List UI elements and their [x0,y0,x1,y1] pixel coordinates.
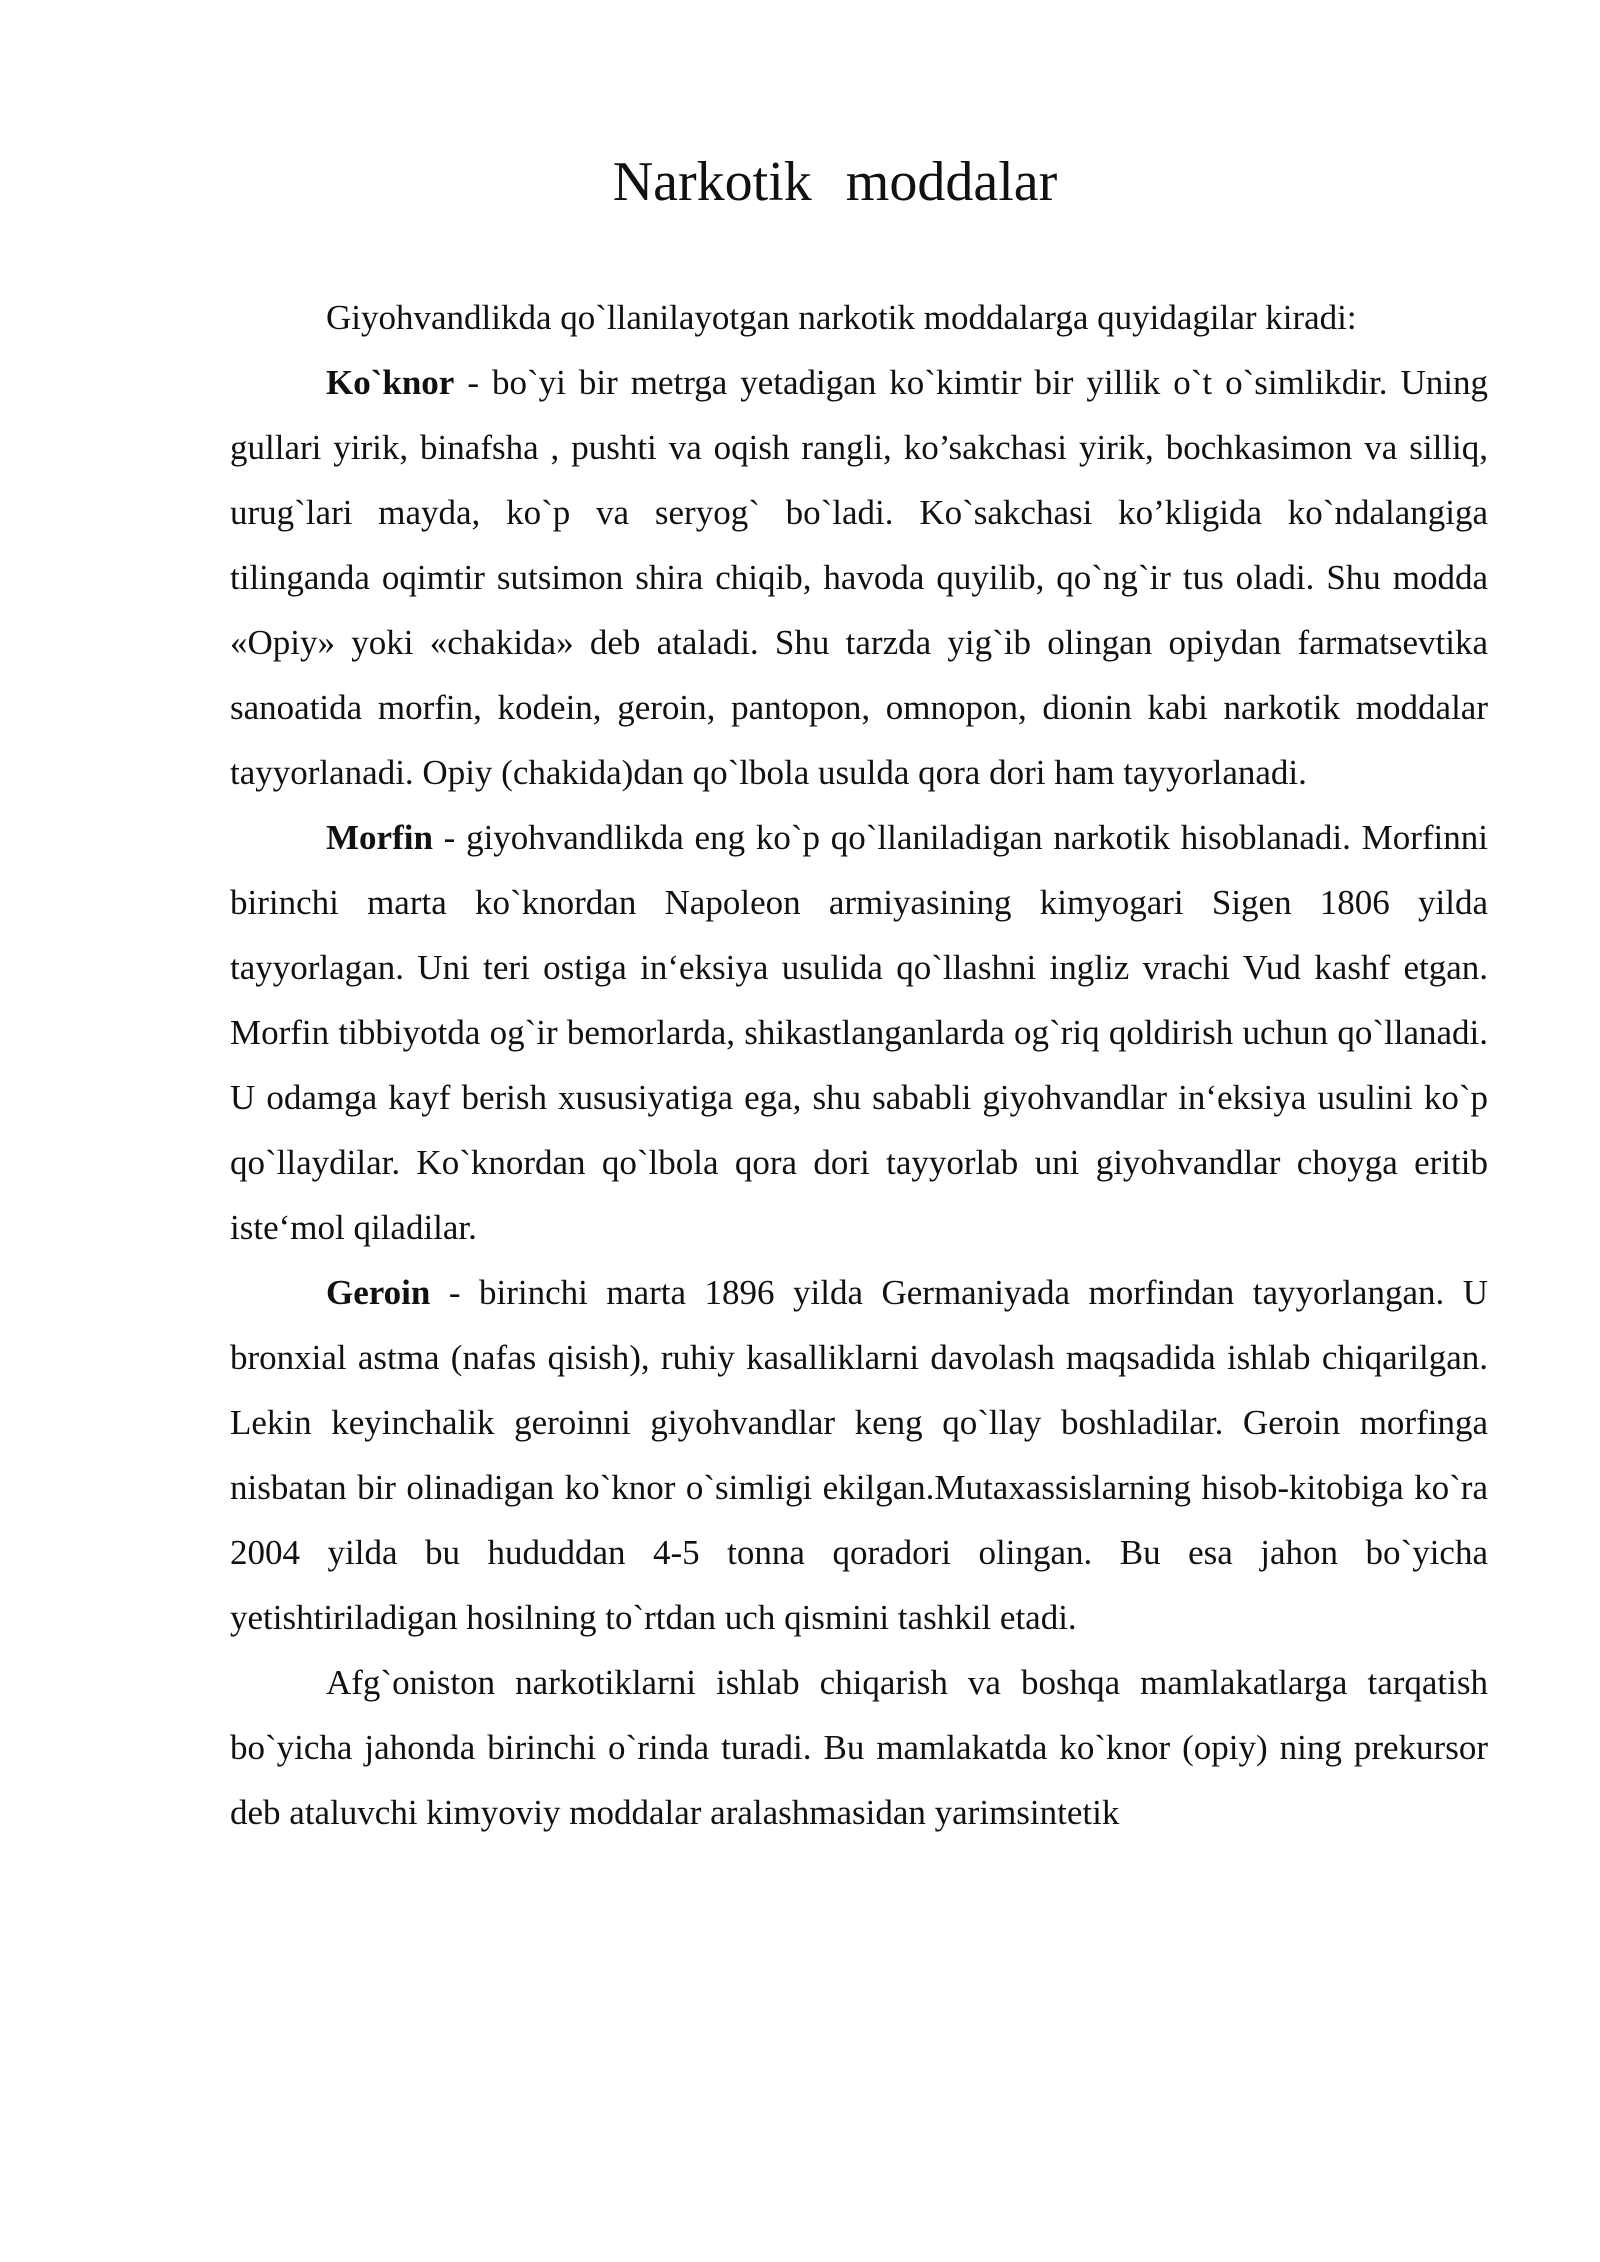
paragraph-text: - birinchi marta 1896 yilda Germaniyada morfindan tayyorlangan. U bronxial astma (nafas qisish), ruhiy kasalliklarni davolash maqsadida ishlab chiqarilgan. Lekin keyinchalik geroinni giyohvandlar keng qo`llay boshladilar. Geroin morfinga nisbatan bir olinadigan ko`knor o`simligi ekilgan.Mutaxassislarning hisob-kitobiga ko`ra 2004 yilda bu hududdan 4-5 tonna qoradori olingan. Bu esa jahon bo`yicha yetishtiriladigan hosilning to`rtdan uch qismini tashkil etadi. [230,1273,1488,1637]
paragraph-intro [230,285,1488,350]
paragraph-text: Giyohvandlikda qo`llanilayotgan narkotik moddalarga quyidagilar kiradi: [326,298,1357,337]
paragraph-geroin [230,1260,1488,1650]
paragraph-text: - bo`yi bir metrga yetadigan ko`kimtir bir yillik o`t o`simlikdir. Uning gullari yirik, binafsha , pushti va oqish rangli, ko’sakchasi yirik, bochkasimon va silliq, urug`lari mayda, ko`p va seryog` bo`ladi. Ko`sakchasi ko’kligida ko`ndalangiga tilinganda oqimtir sutsimon shira chiqib, havoda quyilib, qo`ng`ir tus oladi. Shu modda «Opiy» yoki «chakida» deb ataladi. Shu tarzda yig`ib olingan opiydan farmatsevtika sanoatida morfin, kodein, geroin, pantopon, omnopon, dionin kabi narkotik moddalar tayyorlanadi. Opiy (chakida)dan qo`lbola usulda qora dori ham tayyorlanadi. [230,363,1488,792]
page-title: Narkotik moddalar [612,151,1058,213]
document-body [230,285,1488,1845]
term-heading: Geroin [326,1273,431,1312]
paragraph-text: Afg`oniston narkotiklarni ishlab chiqarish va boshqa mamlakatlarga tarqatish bo`yicha jahonda birinchi o`rinda turadi. Bu mamlakatda ko`knor (opiy) ning prekursor deb ataluvchi kimyoviy moddalar aralashmasidan yarimsintetik [230,1663,1488,1832]
paragraph-text: - giyohvandlikda eng ko`p qo`llaniladigan narkotik hisoblanadi. Morfinni birinchi marta ko`knordan Napoleon armiyasining kimyogari Sigen 1806 yilda tayyorlagan. Uni teri ostiga in‘eksiya usulida qo`llashni ingliz vrachi Vud kashf etgan. Morfin tibbiyotda og`ir bemorlarda, shikastlanganlarda og`riq qoldirish uchun qo`llanadi. U odamga kayf berish xususiyatiga ega, shu sababli giyohvandlar in‘eksiya usulini ko`p qo`llaydilar. Ko`knordan qo`lbola qora dori tayyorlab uni giyohvandlar choyga eritib iste‘mol qiladilar. [230,818,1488,1247]
paragraph-koknor [230,350,1488,805]
paragraph-afgoniston [230,1650,1488,1845]
term-heading: Ko`knor [326,363,455,402]
term-heading: Morfin [326,818,433,857]
paragraph-morfin [230,805,1488,1260]
